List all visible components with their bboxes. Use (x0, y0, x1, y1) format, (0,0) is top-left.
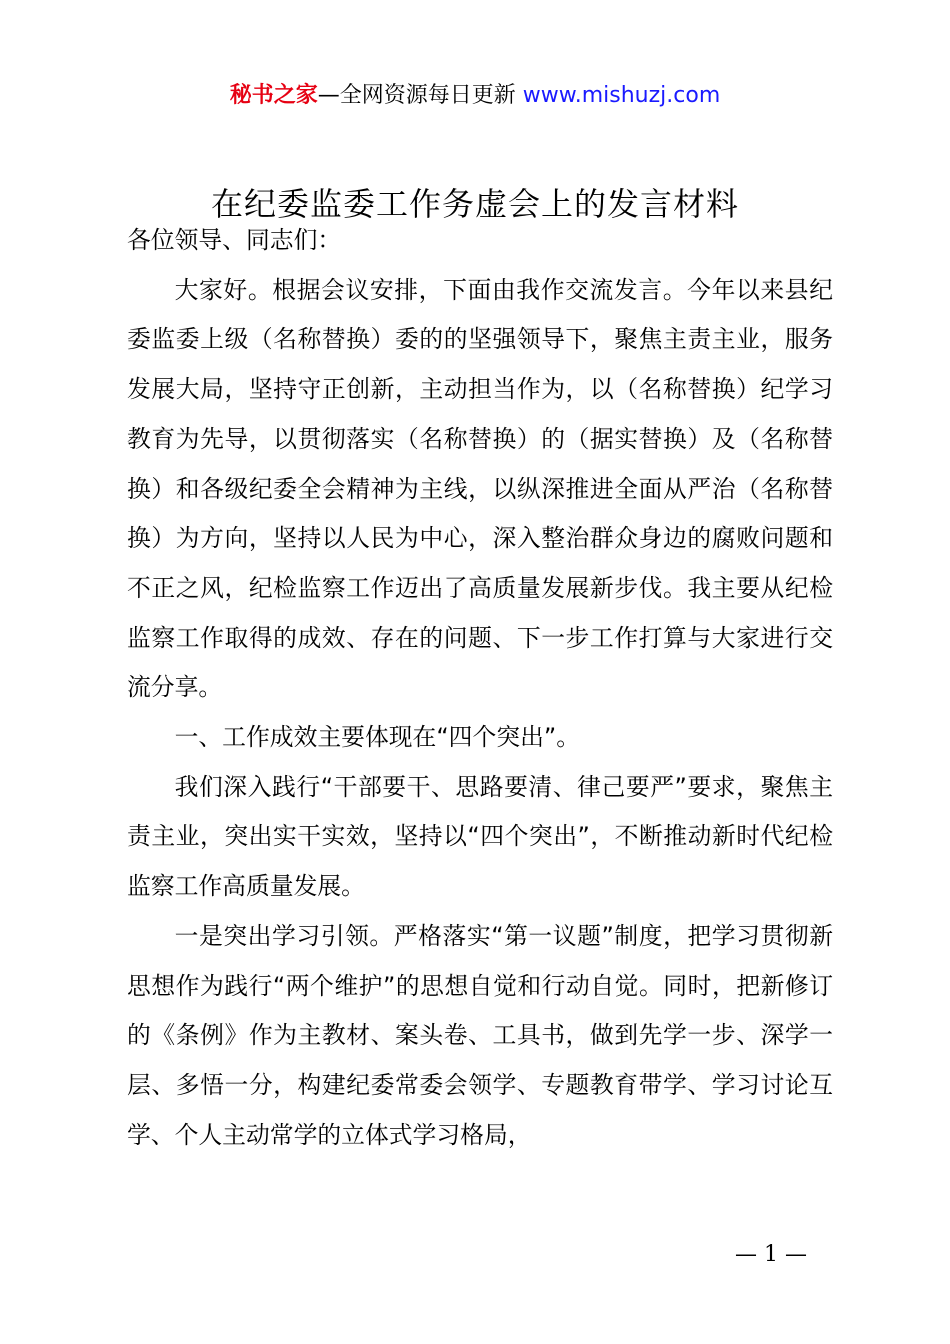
paragraph: 大家好。根据会议安排，下面由我作交流发言。今年以来县纪委监委上级（名称替换）委的的坚强领导下，聚焦主责主业，服务发展大局，坚持守正创新，主动担当作为，以（名称替换）纪学习教育为先导，以贯彻落实（名称替换）的（据实替换）及（名称替换）和各级纪委全会精神为主线，以纵深推进全面从严治（名称替换）为方向，坚持以人民为中心，深入整治群众身边的腐败问题和不正之风，纪检监察工作迈出了高质量发展新步伐。我主要从纪检监察工作取得的成效、存在的问题、下一步工作打算与大家进行交流分享。 (127, 275, 833, 702)
salutation: 各位领导、同志们： (127, 226, 342, 254)
site-tagline: —全网资源每日更新 (317, 83, 523, 108)
section-heading: 一、工作成效主要体现在“四个突出”。 (174, 723, 580, 752)
paragraph: 一是突出学习引领。严格落实“第一议题”制度，把学习贯彻新思想作为践行“两个维护”的思想自觉和行动自觉。同时，把新修订的《条例》作为主教材、案头卷、工具书，做到先学一步、深学一层、多悟一分，构建纪委常委会领学、专题教育带学、学习讨论互学、个人主动常学的立体式学习格局， (127, 921, 833, 1149)
site-brand[interactable]: 秘书之家 (229, 83, 318, 108)
site-header (0, 80, 950, 112)
paragraph: 我们深入践行“干部要干、思路要清、律己要严”要求，聚焦主责主业，突出实干实效，坚持以“四个突出”，不断推动新时代纪检监察工作高质量发展。 (127, 772, 833, 901)
document-title: 在纪委监委工作务虚会上的发言材料 (210, 185, 739, 223)
document-body (127, 216, 833, 1160)
page-number: — 1 — (735, 1242, 807, 1267)
site-url-link[interactable]: www.mishuzj.com (522, 83, 721, 108)
